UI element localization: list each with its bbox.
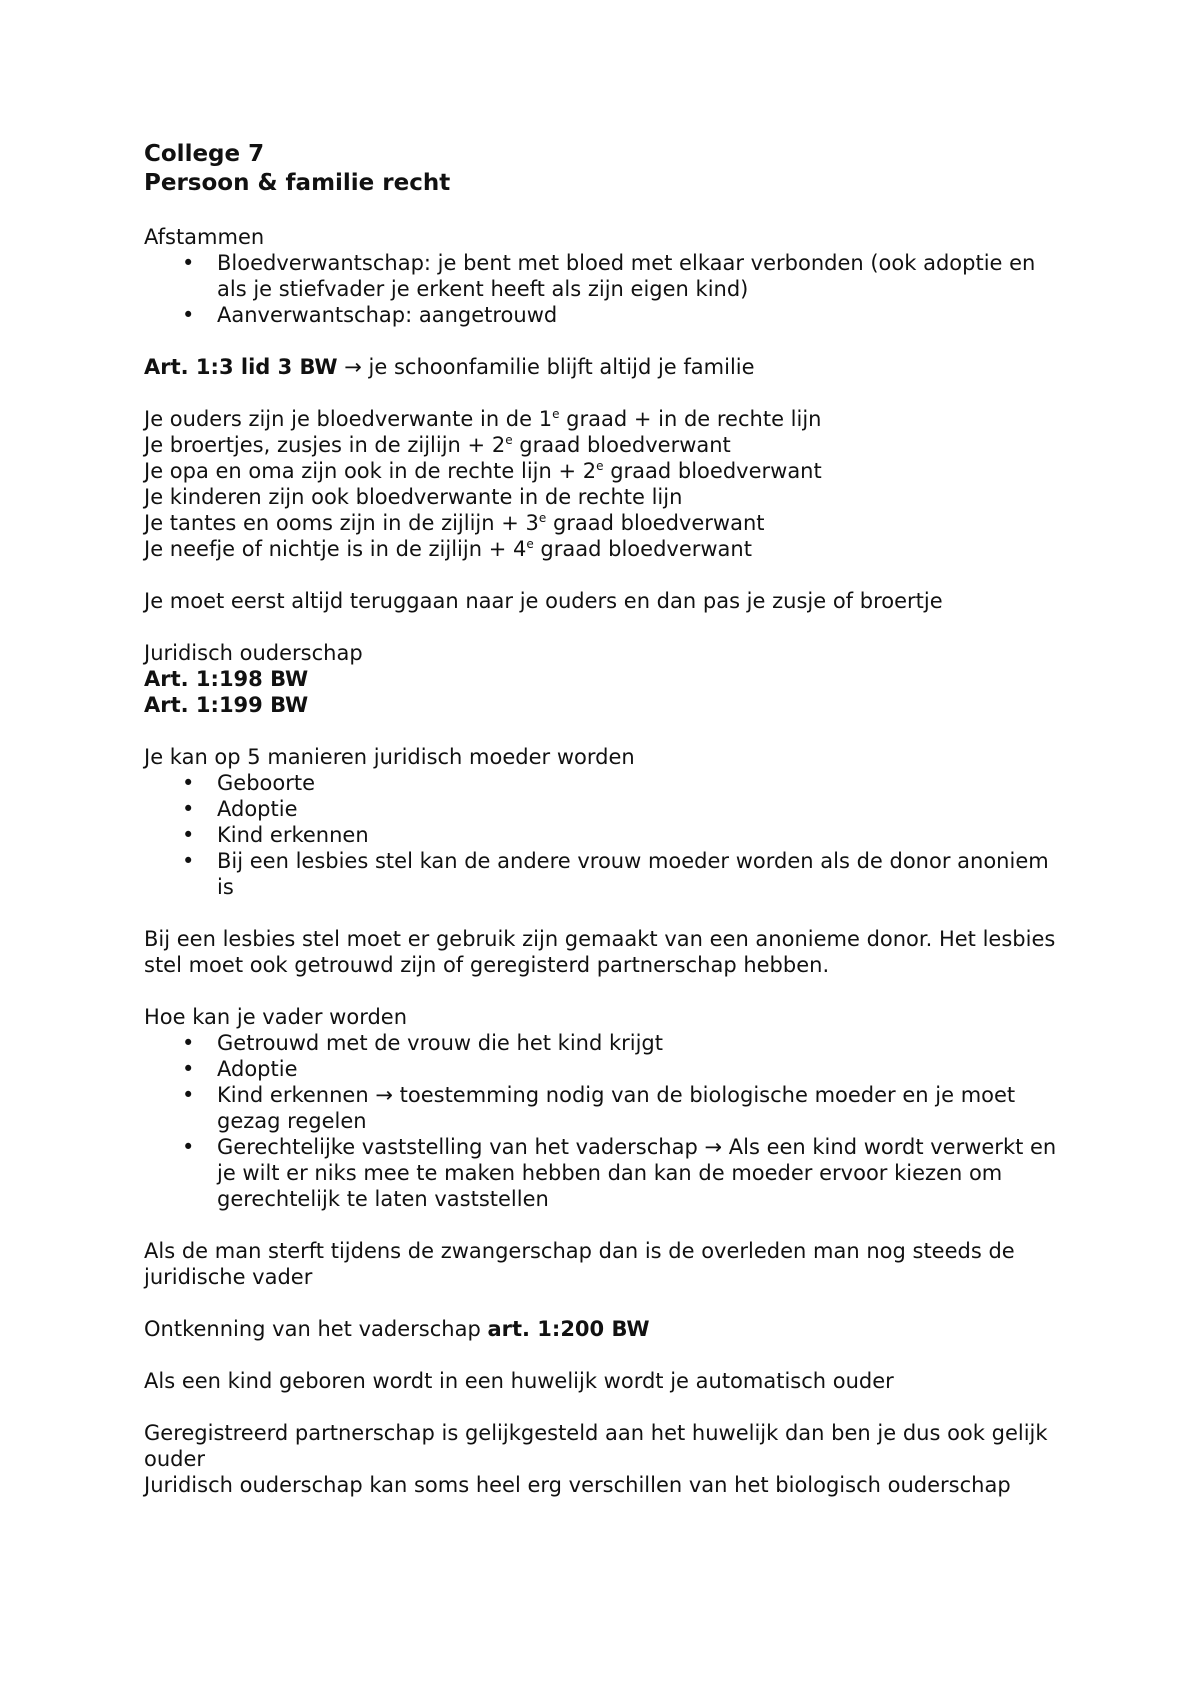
bullet-icon: • (182, 797, 195, 821)
arrow-right-icon: → (375, 1083, 393, 1107)
list-item: • Adoptie (182, 1057, 298, 1081)
list-item: • Gerechtelijke vaststelling van het vaderschap → Als een kind wordt verwerkt en je wilt er niks mee te maken hebben dan kan de moeder ervoor kiezen om gerechtelijk te laten vaststellen (182, 1135, 1057, 1211)
bullet-icon: • (182, 1031, 195, 1055)
bullet-icon: • (182, 251, 195, 275)
graad-line: Je ouders zijn je bloedverwante in de 1e graad + in de rechte lijn (144, 407, 822, 431)
list-item: • Geboorte (182, 771, 316, 795)
article-reference: Art. 1:198 BW (144, 667, 309, 691)
document-content (144, 140, 1064, 1498)
sterft-paragraph: Als de man sterft tijdens de zwangerschap dan is de overleden man nog steeds de juridische vader (144, 1239, 1015, 1289)
arrow-right-icon: → (704, 1135, 723, 1159)
title-line-2: Persoon & familie recht (144, 170, 451, 196)
verschil-paragraph: Juridisch ouderschap kan soms heel erg verschillen van het biologisch ouderschap (144, 1473, 1011, 1497)
list-item: • Kind erkennen (182, 823, 369, 847)
graad-line: Je broertjes, zusjes in de zijlijn + $2^e$ graad bloedverwant (144, 433, 731, 457)
afstammen-list (144, 250, 1064, 328)
list-item: • Adoptie (182, 797, 298, 821)
vader-intro: Hoe kan je vader worden (144, 1005, 408, 1029)
graad-line: Je tantes en ooms zijn in de zijlijn + $3^e$ graad bloedverwant (144, 511, 765, 535)
list-item: • Aanverwantschap: aangetrouwd (182, 303, 558, 327)
bullet-icon: • (182, 1057, 195, 1081)
afstammen-heading: Afstammen (144, 225, 265, 249)
list-item: • Bloedverwantschap: je bent met bloed met elkaar verbonden (ook adoptie en als je stiefvader je erkent heeft als zijn eigen kind) (182, 251, 1036, 301)
article-reference: Art. 1:3 lid 3 BW (144, 355, 338, 379)
list-item: • Bij een lesbies stel kan de andere vrouw moeder worden als de donor anoniem is (182, 849, 1049, 899)
teruggaan-paragraph: Je moet eerst altijd teruggaan naar je ouders en dan pas je zusje of broertje (144, 589, 943, 613)
graad-line: Je opa en oma zijn ook in de rechte lijn + $2^e$ graad bloedverwant (144, 459, 822, 483)
article-reference: art. 1:200 BW (487, 1317, 650, 1341)
bullet-icon: • (182, 1083, 195, 1107)
bullet-icon: • (182, 849, 195, 873)
title-line-1: College 7 (144, 141, 265, 167)
vader-list (144, 1030, 1064, 1212)
list-item: • Kind erkennen → toestemming nodig van de biologische moeder en je moet gezag regelen (182, 1083, 1016, 1133)
bullet-icon: • (182, 1135, 195, 1159)
lesbies-paragraph: Bij een lesbies stel moet er gebruik zijn gemaakt van een anonieme donor. Het lesbies stel moet ook getrouwd zijn of geregisterd partnerschap hebben. (144, 927, 1056, 977)
bullet-icon: • (182, 303, 195, 327)
art-1-3-line: Art. 1:3 lid 3 BW → je schoonfamilie blijft altijd je familie (144, 355, 755, 379)
bullet-icon: • (182, 823, 195, 847)
graad-line: Je kinderen zijn ook bloedverwante in de rechte lijn (144, 485, 683, 509)
arrow-right-icon: → (344, 355, 362, 379)
ontkenning-line: Ontkenning van het vaderschap art. 1:200 BW (144, 1317, 650, 1341)
graad-line: Je neefje of nichtje is in de zijlijn + $4^e$ graad bloedverwant (144, 537, 752, 561)
article-reference: Art. 1:199 BW (144, 693, 309, 717)
geregistreerd-paragraph: Geregistreerd partnerschap is gelijkgesteld aan het huwelijk dan ben je dus ook gelijk ouder (144, 1421, 1048, 1471)
huwelijk-paragraph: Als een kind geboren wordt in een huwelijk wordt je automatisch ouder (144, 1369, 894, 1393)
moeder-list (144, 770, 1064, 900)
bullet-icon: • (182, 771, 195, 795)
moeder-intro: Je kan op 5 manieren juridisch moeder worden (144, 745, 635, 769)
juridisch-heading: Juridisch ouderschap (144, 641, 363, 665)
list-item: • Getrouwd met de vrouw die het kind krijgt (182, 1031, 663, 1055)
